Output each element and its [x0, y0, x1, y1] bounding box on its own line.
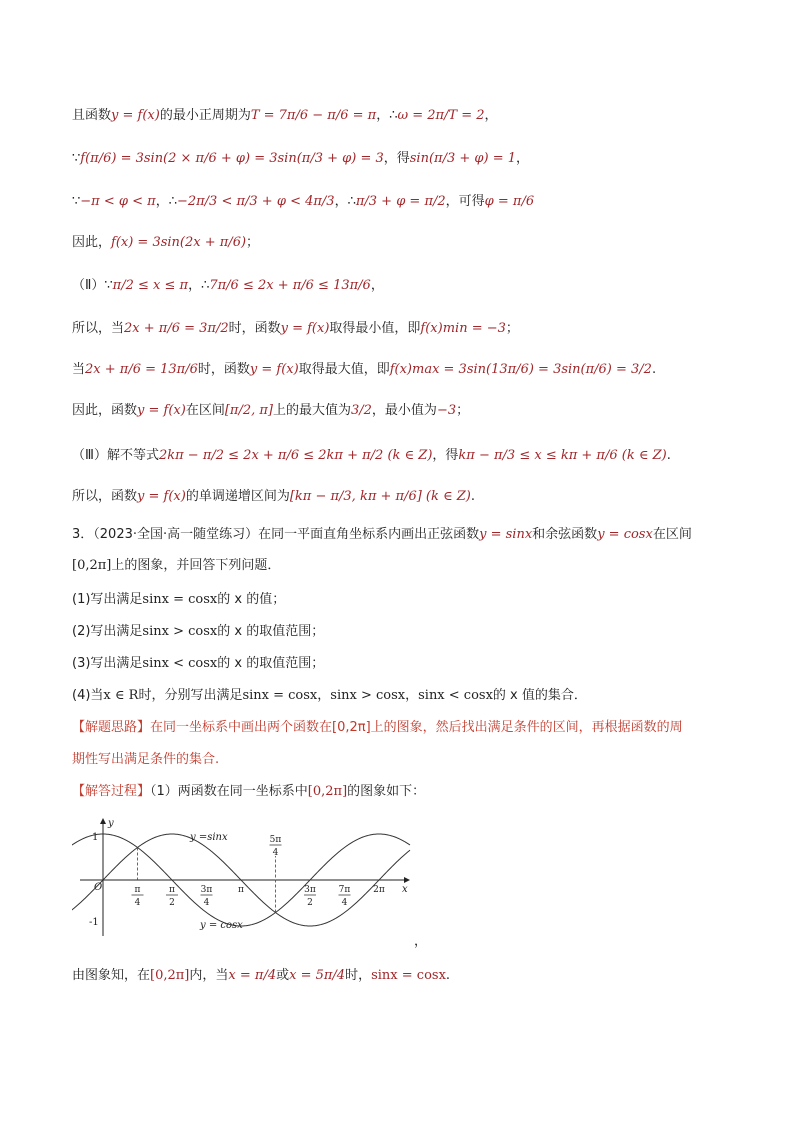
- solution-process: 【解答过程】（1）两函数在同一坐标系中[0,2π]的图象如下：: [72, 784, 426, 799]
- question-3: (3)写出满足sinx < cosx的 x 的取值范围；: [72, 656, 325, 671]
- solution-line-formula: 因此，f(x) = 3sin(2x + π/6)；: [72, 235, 260, 250]
- graph-trailing-comma: ，: [414, 934, 428, 949]
- question-4: (4)当x ∈ R时，分别写出满足sinx = cosx，sinx > cosx，sinx < cosx的 x 值的集合．: [72, 688, 587, 703]
- sin-cos-graph-svg: [72, 812, 412, 940]
- conclusion-line: 由图象知，在[0,2π]内，当x = π/4或x = 5π/4时，sinx = cosx.: [72, 968, 451, 983]
- solution-line-period: 且函数y = f(x)的最小正周期为T = 7π/6 − π/6 = π，∴ω = 2π/T = 2，: [72, 108, 498, 123]
- origin-label: O: [94, 882, 103, 893]
- solution-line-part3: （Ⅲ）解不等式2kπ − π/2 ≤ 2x + π/6 ≤ 2kπ + π/2 (k ∈ Z)，得kπ − π/3 ≤ x ≤ kπ + π/6 (k ∈ Z).: [72, 448, 671, 463]
- problem-3-statement: 3．（2023·全国·高一随堂练习）在同一平面直角坐标系内画出正弦函数y = sinx和余弦函数y = cosx在区间: [72, 527, 692, 542]
- solution-line-range: 因此，函数y = f(x)在区间[π/2, π]上的最大值为3/2，最小值为−3；: [72, 403, 470, 418]
- x-axis-label: x: [402, 884, 408, 895]
- x-tick-denominator: 2: [169, 898, 175, 908]
- solution-line-phase: ∵f(π/6) = 3sin(2 × π/6 + φ) = 3sin(π/3 + φ) = 3，得sin(π/3 + φ) = 1，: [72, 151, 530, 166]
- x-tick-numerator: π: [238, 885, 244, 895]
- question-2: (2)写出满足sinx > cosx的 x 的取值范围；: [72, 624, 325, 639]
- solution-idea-heading: 【解题思路】: [72, 720, 151, 735]
- x-tick-numerator: π: [134, 885, 141, 895]
- cos-curve-label: y = cosx: [200, 920, 243, 931]
- x-axis-arrow: [404, 877, 410, 883]
- solution-idea-cont: 期性写出满足条件的集合.: [72, 752, 220, 767]
- x-tick-numerator: 3π: [304, 885, 316, 895]
- x-tick-numerator: 3π: [200, 885, 213, 895]
- solution-line-increasing: 所以，函数y = f(x)的单调递增区间为[kπ − π/3, kπ + π/6] (k ∈ Z).: [72, 489, 475, 504]
- sin-cos-graph: [72, 812, 412, 944]
- y-tick-neg1: -1: [89, 917, 99, 928]
- sin-curve-label: y =sinx: [190, 832, 228, 843]
- x-tick-numerator: 5π: [269, 835, 282, 845]
- x-tick-numerator: π: [169, 885, 175, 895]
- solution-line-phi: ∵−π < φ < π，∴−2π/3 < π/3 + φ < 4π/3，∴π/3 + φ = π/2，可得φ = π/6: [72, 194, 535, 209]
- x-tick-numerator: 7π: [338, 885, 351, 895]
- y-axis-arrow: [100, 818, 106, 824]
- x-tick-denominator: 2: [307, 898, 313, 908]
- y-axis-label: y: [108, 818, 114, 829]
- x-tick-denominator: 4: [203, 898, 210, 908]
- x-tick-denominator: 4: [341, 898, 348, 908]
- x-tick-denominator: 4: [134, 898, 141, 908]
- solution-process-heading: 【解答过程】: [72, 784, 151, 799]
- solution-line-min: 所以，当2x + π/6 = 3π/2时，函数y = f(x)取得最小值，即f(x)min = −3；: [72, 321, 519, 336]
- solution-line-part2: （Ⅱ）∵π/2 ≤ x ≤ π，∴7π/6 ≤ 2x + π/6 ≤ 13π/6，: [72, 278, 384, 293]
- x-tick-denominator: 4: [272, 848, 279, 858]
- y-tick-1: 1: [92, 832, 99, 843]
- problem-3-statement-cont: [0,2π]上的图象，并回答下列问题．: [72, 558, 281, 573]
- x-tick-numerator: 2π: [373, 885, 385, 895]
- solution-line-max: 当2x + π/6 = 13π/6时，函数y = f(x)取得最大值，即f(x)max = 3sin(13π/6) = 3sin(π/6) = 3/2.: [72, 362, 657, 377]
- solution-idea: 【解题思路】在同一坐标系中画出两个函数在[0,2π]上的图象，然后找出满足条件的区间，再根据函数的周: [72, 720, 683, 735]
- question-1: (1)写出满足sinx = cosx的 x 的值；: [72, 592, 286, 607]
